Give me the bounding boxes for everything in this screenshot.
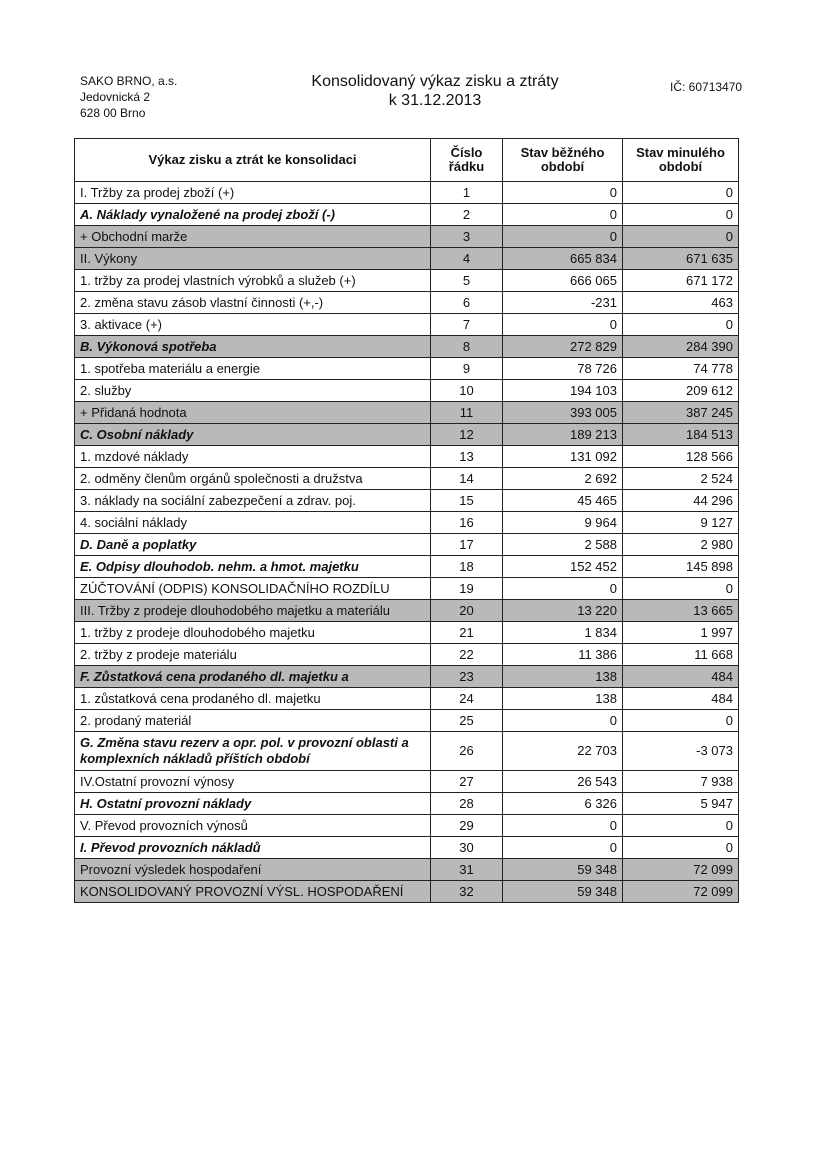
row-number: 29 bbox=[431, 815, 503, 837]
table-row bbox=[75, 710, 739, 732]
row-previous: 463 bbox=[623, 292, 739, 314]
report-date: k 31.12.2013 bbox=[388, 92, 482, 109]
row-number: 12 bbox=[431, 424, 503, 446]
row-current: 13 220 bbox=[503, 600, 623, 622]
table-row bbox=[75, 204, 739, 226]
row-previous: 484 bbox=[623, 688, 739, 710]
header-row-no-line2: řádku bbox=[448, 159, 485, 174]
row-label: 2. služby bbox=[75, 380, 431, 402]
row-number: 17 bbox=[431, 534, 503, 556]
table-header-row bbox=[75, 139, 739, 182]
table-row bbox=[75, 292, 739, 314]
row-previous: 2 980 bbox=[623, 534, 739, 556]
table-row bbox=[75, 859, 739, 881]
row-label: III. Tržby z prodeje dlouhodobého majetku a materiálu bbox=[75, 600, 431, 622]
row-number: 15 bbox=[431, 490, 503, 512]
row-number: 24 bbox=[431, 688, 503, 710]
row-previous: 0 bbox=[623, 182, 739, 204]
row-previous: 0 bbox=[623, 815, 739, 837]
row-number: 10 bbox=[431, 380, 503, 402]
row-previous: 671 635 bbox=[623, 248, 739, 270]
table-row bbox=[75, 490, 739, 512]
row-number: 19 bbox=[431, 578, 503, 600]
row-current: 0 bbox=[503, 314, 623, 336]
header-row-no-line1: Číslo bbox=[450, 145, 483, 160]
company-street: Jedovnická 2 bbox=[80, 90, 151, 104]
row-label: 1. tržby za prodej vlastních výrobků a služeb (+) bbox=[75, 270, 431, 292]
row-label: 2. odměny členům orgánů společnosti a družstva bbox=[75, 468, 431, 490]
table-row bbox=[75, 600, 739, 622]
row-current: 272 829 bbox=[503, 336, 623, 358]
row-previous: 387 245 bbox=[623, 402, 739, 424]
row-label: ZÚČTOVÁNÍ (ODPIS) KONSOLIDAČNÍHO ROZDÍLU bbox=[75, 578, 431, 600]
header-current-line1: Stav běžného bbox=[520, 145, 605, 160]
row-number: 6 bbox=[431, 292, 503, 314]
row-current: 78 726 bbox=[503, 358, 623, 380]
row-label: 1. zůstatková cena prodaného dl. majetku bbox=[75, 688, 431, 710]
row-label: 2. změna stavu zásob vlastní činnosti (+,-) bbox=[75, 292, 431, 314]
header-previous-line1: Stav minulého bbox=[636, 145, 725, 160]
row-label: I. Převod provozních nákladů bbox=[75, 837, 431, 859]
row-number: 7 bbox=[431, 314, 503, 336]
company-name: SAKO BRNO, a.s. bbox=[80, 74, 178, 88]
table-row bbox=[75, 622, 739, 644]
row-label: V. Převod provozních výnosů bbox=[75, 815, 431, 837]
row-label: C. Osobní náklady bbox=[75, 424, 431, 446]
header-row-no bbox=[431, 139, 503, 182]
row-label: B. Výkonová spotřeba bbox=[75, 336, 431, 358]
row-label: Provozní výsledek hospodaření bbox=[75, 859, 431, 881]
company-id: IČ: 60713470 bbox=[670, 80, 743, 94]
table-row bbox=[75, 270, 739, 292]
row-number: 5 bbox=[431, 270, 503, 292]
row-number: 18 bbox=[431, 556, 503, 578]
row-number: 32 bbox=[431, 881, 503, 903]
row-current: 0 bbox=[503, 226, 623, 248]
row-label: H. Ostatní provozní náklady bbox=[75, 793, 431, 815]
row-label: G. Změna stavu rezerv a opr. pol. v provozní oblasti a komplexních nákladů příštích období bbox=[75, 732, 431, 771]
row-current: 26 543 bbox=[503, 771, 623, 793]
table-row bbox=[75, 402, 739, 424]
row-number: 27 bbox=[431, 771, 503, 793]
row-label: 1. spotřeba materiálu a energie bbox=[75, 358, 431, 380]
row-current: 131 092 bbox=[503, 446, 623, 468]
row-current: 59 348 bbox=[503, 859, 623, 881]
row-current: 59 348 bbox=[503, 881, 623, 903]
row-number: 2 bbox=[431, 204, 503, 226]
row-label: E. Odpisy dlouhodob. nehm. a hmot. majetku bbox=[75, 556, 431, 578]
row-label: A. Náklady vynaložené na prodej zboží (-) bbox=[75, 204, 431, 226]
row-previous: 145 898 bbox=[623, 556, 739, 578]
table-row bbox=[75, 881, 739, 903]
row-previous: 13 665 bbox=[623, 600, 739, 622]
header-previous-line2: období bbox=[658, 159, 703, 174]
table-row bbox=[75, 358, 739, 380]
table-row bbox=[75, 468, 739, 490]
row-label: 2. tržby z prodeje materiálu bbox=[75, 644, 431, 666]
row-previous: 184 513 bbox=[623, 424, 739, 446]
row-number: 4 bbox=[431, 248, 503, 270]
row-number: 21 bbox=[431, 622, 503, 644]
row-previous: 72 099 bbox=[623, 859, 739, 881]
row-current: 0 bbox=[503, 815, 623, 837]
row-current: 22 703 bbox=[503, 732, 623, 771]
row-current: 9 964 bbox=[503, 512, 623, 534]
row-previous: 9 127 bbox=[623, 512, 739, 534]
header-previous bbox=[623, 139, 739, 182]
row-current: 0 bbox=[503, 578, 623, 600]
header-current-line2: období bbox=[540, 159, 585, 174]
row-label: 1. mzdové náklady bbox=[75, 446, 431, 468]
row-previous: 5 947 bbox=[623, 793, 739, 815]
row-current: -231 bbox=[503, 292, 623, 314]
row-previous: 671 172 bbox=[623, 270, 739, 292]
row-current: 45 465 bbox=[503, 490, 623, 512]
row-current: 0 bbox=[503, 710, 623, 732]
table-row bbox=[75, 446, 739, 468]
row-current: 138 bbox=[503, 688, 623, 710]
table-row bbox=[75, 380, 739, 402]
row-number: 14 bbox=[431, 468, 503, 490]
row-current: 189 213 bbox=[503, 424, 623, 446]
table-row bbox=[75, 314, 739, 336]
table-row bbox=[75, 534, 739, 556]
table-row bbox=[75, 512, 739, 534]
row-label: + Obchodní marže bbox=[75, 226, 431, 248]
row-number: 26 bbox=[431, 732, 503, 771]
company-address bbox=[80, 73, 177, 121]
table-row bbox=[75, 644, 739, 666]
row-previous: 209 612 bbox=[623, 380, 739, 402]
row-previous: 284 390 bbox=[623, 336, 739, 358]
row-number: 9 bbox=[431, 358, 503, 380]
company-city: 628 00 Brno bbox=[80, 106, 146, 120]
row-previous: 0 bbox=[623, 314, 739, 336]
row-previous: 484 bbox=[623, 666, 739, 688]
row-previous: 72 099 bbox=[623, 881, 739, 903]
row-previous: 2 524 bbox=[623, 468, 739, 490]
table-row bbox=[75, 815, 739, 837]
row-number: 3 bbox=[431, 226, 503, 248]
row-label: 4. sociální náklady bbox=[75, 512, 431, 534]
row-current: 0 bbox=[503, 182, 623, 204]
row-current: 2 692 bbox=[503, 468, 623, 490]
row-label: IV.Ostatní provozní výnosy bbox=[75, 771, 431, 793]
row-label: 3. aktivace (+) bbox=[75, 314, 431, 336]
row-number: 22 bbox=[431, 644, 503, 666]
row-previous: 44 296 bbox=[623, 490, 739, 512]
row-label: 3. náklady na sociální zabezpečení a zdrav. poj. bbox=[75, 490, 431, 512]
income-statement-table bbox=[74, 138, 739, 903]
row-label: I. Tržby za prodej zboží (+) bbox=[75, 182, 431, 204]
table-row bbox=[75, 732, 739, 771]
report-title: Konsolidovaný výkaz zisku a ztráty bbox=[311, 73, 559, 90]
row-number: 25 bbox=[431, 710, 503, 732]
header-label: Výkaz zisku a ztrát ke konsolidaci bbox=[75, 139, 431, 182]
table-row bbox=[75, 771, 739, 793]
table-row bbox=[75, 182, 739, 204]
report-header bbox=[300, 72, 570, 110]
row-number: 31 bbox=[431, 859, 503, 881]
row-number: 30 bbox=[431, 837, 503, 859]
row-number: 11 bbox=[431, 402, 503, 424]
row-current: 0 bbox=[503, 204, 623, 226]
row-previous: 0 bbox=[623, 578, 739, 600]
table-row bbox=[75, 837, 739, 859]
table-row bbox=[75, 793, 739, 815]
row-current: 6 326 bbox=[503, 793, 623, 815]
row-current: 1 834 bbox=[503, 622, 623, 644]
row-label: II. Výkony bbox=[75, 248, 431, 270]
row-current: 665 834 bbox=[503, 248, 623, 270]
row-current: 666 065 bbox=[503, 270, 623, 292]
row-previous: 7 938 bbox=[623, 771, 739, 793]
row-previous: -3 073 bbox=[623, 732, 739, 771]
row-label: D. Daně a poplatky bbox=[75, 534, 431, 556]
header-current bbox=[503, 139, 623, 182]
row-current: 0 bbox=[503, 837, 623, 859]
table-row bbox=[75, 336, 739, 358]
row-current: 2 588 bbox=[503, 534, 623, 556]
row-label: + Přidaná hodnota bbox=[75, 402, 431, 424]
row-label: F. Zůstatková cena prodaného dl. majetku a bbox=[75, 666, 431, 688]
row-label: 1. tržby z prodeje dlouhodobého majetku bbox=[75, 622, 431, 644]
row-current: 393 005 bbox=[503, 402, 623, 424]
row-number: 28 bbox=[431, 793, 503, 815]
row-number: 23 bbox=[431, 666, 503, 688]
row-previous: 74 778 bbox=[623, 358, 739, 380]
row-number: 1 bbox=[431, 182, 503, 204]
row-current: 11 386 bbox=[503, 644, 623, 666]
row-number: 16 bbox=[431, 512, 503, 534]
row-number: 13 bbox=[431, 446, 503, 468]
table-row bbox=[75, 248, 739, 270]
row-previous: 0 bbox=[623, 204, 739, 226]
row-previous: 1 997 bbox=[623, 622, 739, 644]
row-label: 2. prodaný materiál bbox=[75, 710, 431, 732]
table-row bbox=[75, 226, 739, 248]
row-number: 8 bbox=[431, 336, 503, 358]
row-current: 194 103 bbox=[503, 380, 623, 402]
row-previous: 0 bbox=[623, 710, 739, 732]
row-previous: 128 566 bbox=[623, 446, 739, 468]
row-number: 20 bbox=[431, 600, 503, 622]
row-current: 152 452 bbox=[503, 556, 623, 578]
row-label: KONSOLIDOVANÝ PROVOZNÍ VÝSL. HOSPODAŘENÍ bbox=[75, 881, 431, 903]
table-row bbox=[75, 556, 739, 578]
row-previous: 11 668 bbox=[623, 644, 739, 666]
table-row bbox=[75, 424, 739, 446]
table-row bbox=[75, 666, 739, 688]
table-row bbox=[75, 578, 739, 600]
row-previous: 0 bbox=[623, 226, 739, 248]
row-previous: 0 bbox=[623, 837, 739, 859]
row-current: 138 bbox=[503, 666, 623, 688]
table-row bbox=[75, 688, 739, 710]
